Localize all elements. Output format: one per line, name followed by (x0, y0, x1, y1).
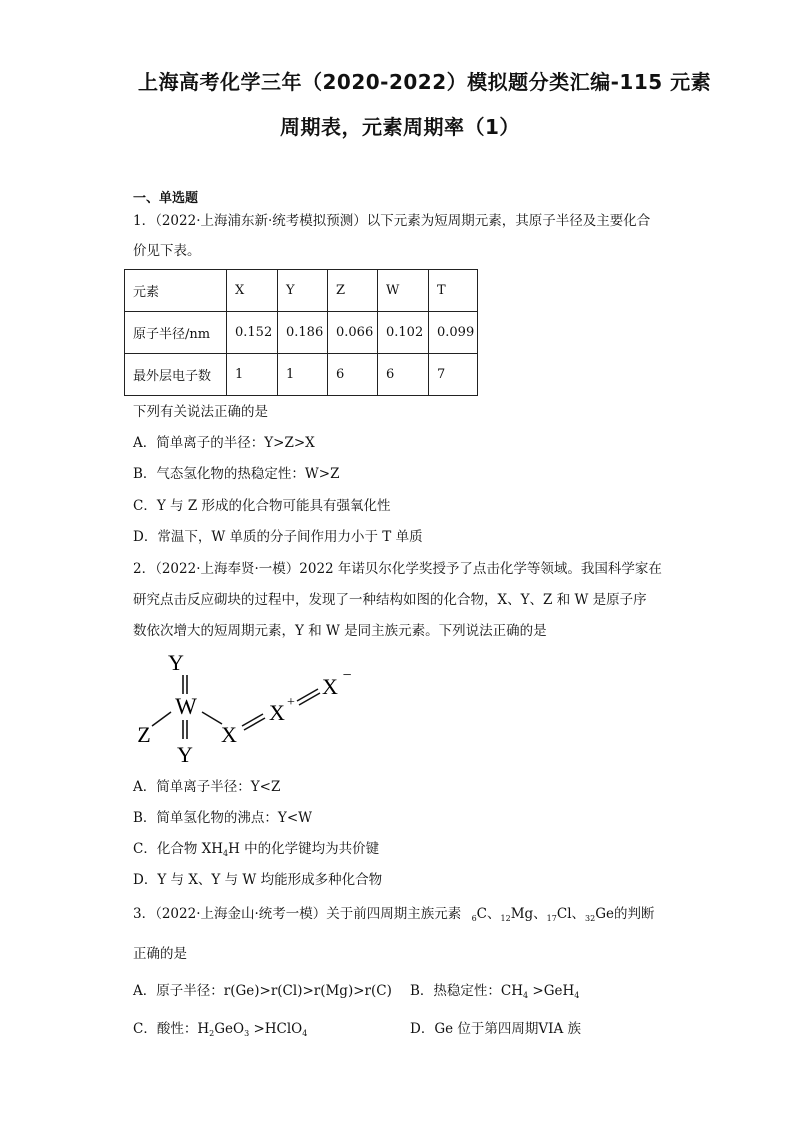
q1-stem-line-1: 1．（2022·上海浦东新·统考模拟预测）以下元素为短周期元素，其原子半径及主要化合 (133, 213, 651, 229)
q2-option-b: B．简单氢化物的沸点：Y<W (133, 810, 313, 826)
element-germanium-symbol: Ge (595, 906, 614, 922)
formula-ch4 (501, 983, 528, 999)
q3-option-d: D．Ge 位于第四周期VIA 族 (410, 1021, 582, 1037)
atom-y-bottom: Y (177, 742, 193, 767)
q1-option-c: C．Y 与 Z 形成的化合物可能具有强氧化性 (133, 498, 391, 514)
q3-option-b (410, 982, 579, 1005)
q2-stem-line-3: 数依次增大的短周期元素，Y 和 W 是同主族元素。下列说法正确的是 (133, 623, 547, 639)
table-cell: 7 (429, 354, 478, 396)
formula-sub: 2 (209, 1029, 215, 1038)
q3-stem-text-end: 的判断 (613, 906, 655, 922)
element-chlorine-number: 17 (546, 914, 557, 923)
q1-option-d: D．常温下，W 单质的分子间作用力小于 T 单质 (133, 529, 423, 545)
q3-option-c (133, 1020, 307, 1043)
q1-prompt: 下列有关说法正确的是 (133, 404, 268, 420)
element-carbon-symbol: C (476, 906, 488, 922)
table-header-cell: W (378, 270, 429, 312)
q2-stem-line-2: 研究点击反应砌块的过程中，发现了一种结构如图的化合物，X、Y、Z 和 W 是原子序 (133, 592, 647, 608)
table-header-cell: Y (278, 270, 328, 312)
element-germanium (585, 906, 614, 922)
element-chlorine-symbol: Cl (556, 906, 572, 922)
table-cell: 0.152 (227, 312, 278, 354)
atom-x-3: X (322, 674, 338, 699)
table-cell: 6 (378, 354, 429, 396)
element-magnesium-number: 12 (500, 914, 511, 923)
q1-option-b: B．气态氢化物的热稳定性：W>Z (133, 466, 340, 482)
table-cell: 0.186 (278, 312, 328, 354)
q3-option-c-label: C．酸性： (133, 1021, 198, 1037)
formula-h: H (197, 1021, 210, 1037)
table-header-cell: T (429, 270, 478, 312)
table-cell: 0.066 (328, 312, 378, 354)
atom-y-top: Y (168, 650, 184, 675)
table-cell: 0.099 (429, 312, 478, 354)
element-data-table (124, 269, 478, 396)
structure-diagram (126, 650, 366, 770)
atom-z: Z (137, 722, 151, 747)
q2-option-c-text: C．化合物 XH (133, 841, 224, 857)
double-bond-xx-2a (297, 689, 318, 701)
formula-sub: 4 (302, 1029, 308, 1038)
double-bond-xx-1b (244, 718, 265, 730)
atom-x-1: X (221, 722, 237, 747)
element-magnesium (501, 906, 534, 922)
q2-option-a: A．简单离子半径：Y<Z (133, 779, 281, 795)
table-cell: 6 (328, 354, 378, 396)
table-header-row (125, 270, 478, 312)
element-carbon (472, 906, 487, 922)
q1-option-a: A．简单离子的半径：Y>Z>X (133, 435, 315, 451)
q1-stem-line-2: 价见下表。 (133, 243, 201, 259)
section-heading: 一、单选题 (133, 191, 199, 206)
atom-x-2-charge: + (287, 695, 295, 710)
table-row (125, 312, 478, 354)
formula-sub: 3 (244, 1029, 250, 1038)
double-bond-xx-2b (299, 693, 320, 705)
q2-option-d: D．Y 与 X、Y 与 W 均能形成多种化合物 (133, 872, 383, 888)
q2-option-c (133, 840, 379, 863)
atom-x-2: X (269, 700, 285, 725)
table-cell: 最外层电子数 (125, 354, 227, 396)
element-carbon-number: 6 (471, 914, 477, 923)
formula-h2geo3 (197, 1021, 249, 1037)
single-bond-wx (202, 712, 222, 724)
table-row (125, 354, 478, 396)
q3-stem-text: 3．（2022·上海金山·统考一模）关于前四周期主族元素 (133, 906, 462, 922)
single-bond-zw (152, 712, 171, 726)
q2-option-c-subscript: 4 (223, 849, 229, 858)
q3-stem-line-2: 正确的是 (133, 946, 187, 962)
page-title-line-2: 周期表，元素周期率（1） (280, 115, 520, 139)
q3-option-b-label: B．热稳定性： (410, 983, 501, 999)
atom-x-3-charge: − (342, 667, 352, 684)
formula-sub: 4 (574, 991, 580, 1000)
q3-option-a: A．原子半径：r(Ge)>r(Cl)>r(Mg)>r(C) (133, 983, 392, 999)
table-header-cell: Z (328, 270, 378, 312)
atom-w: W (175, 694, 197, 719)
element-germanium-number: 32 (585, 914, 596, 923)
table-cell: 原子半径/nm (125, 312, 227, 354)
table-header-cell: X (227, 270, 278, 312)
q2-stem-line-1: 2．（2022·上海奉贤·一模）2022 年诺贝尔化学奖授予了点击化学等领域。我国科学家在 (133, 561, 662, 577)
formula-geo: GeO (214, 1021, 245, 1037)
table-cell: 1 (278, 354, 328, 396)
element-chlorine (547, 906, 572, 922)
q3-stem-line-1: 3．（2022·上海金山·统考一模）关于前四周期主族元素 $_6$C、$_{12}$Mg、$_{17}$Cl、$_{32}$Ge的判断 (133, 906, 655, 923)
formula-hclo: >HClO (249, 1021, 303, 1037)
page-title-line-1: 上海高考化学三年（2020-2022）模拟题分类汇编-115 元素 (138, 70, 712, 94)
table-header-cell: 元素 (125, 270, 227, 312)
formula-geh4 (528, 983, 579, 999)
formula-sub: 4 (523, 991, 529, 1000)
double-bond-xx-1a (242, 714, 263, 726)
element-magnesium-symbol: Mg (510, 906, 534, 922)
formula-ch: CH (500, 983, 524, 999)
formula-geh: >GeH (528, 983, 575, 999)
table-cell: 1 (227, 354, 278, 396)
formula-hclo4 (249, 1021, 307, 1037)
q2-option-c-text-end: H 中的化学键均为共价键 (228, 841, 380, 857)
table-cell: 0.102 (378, 312, 429, 354)
